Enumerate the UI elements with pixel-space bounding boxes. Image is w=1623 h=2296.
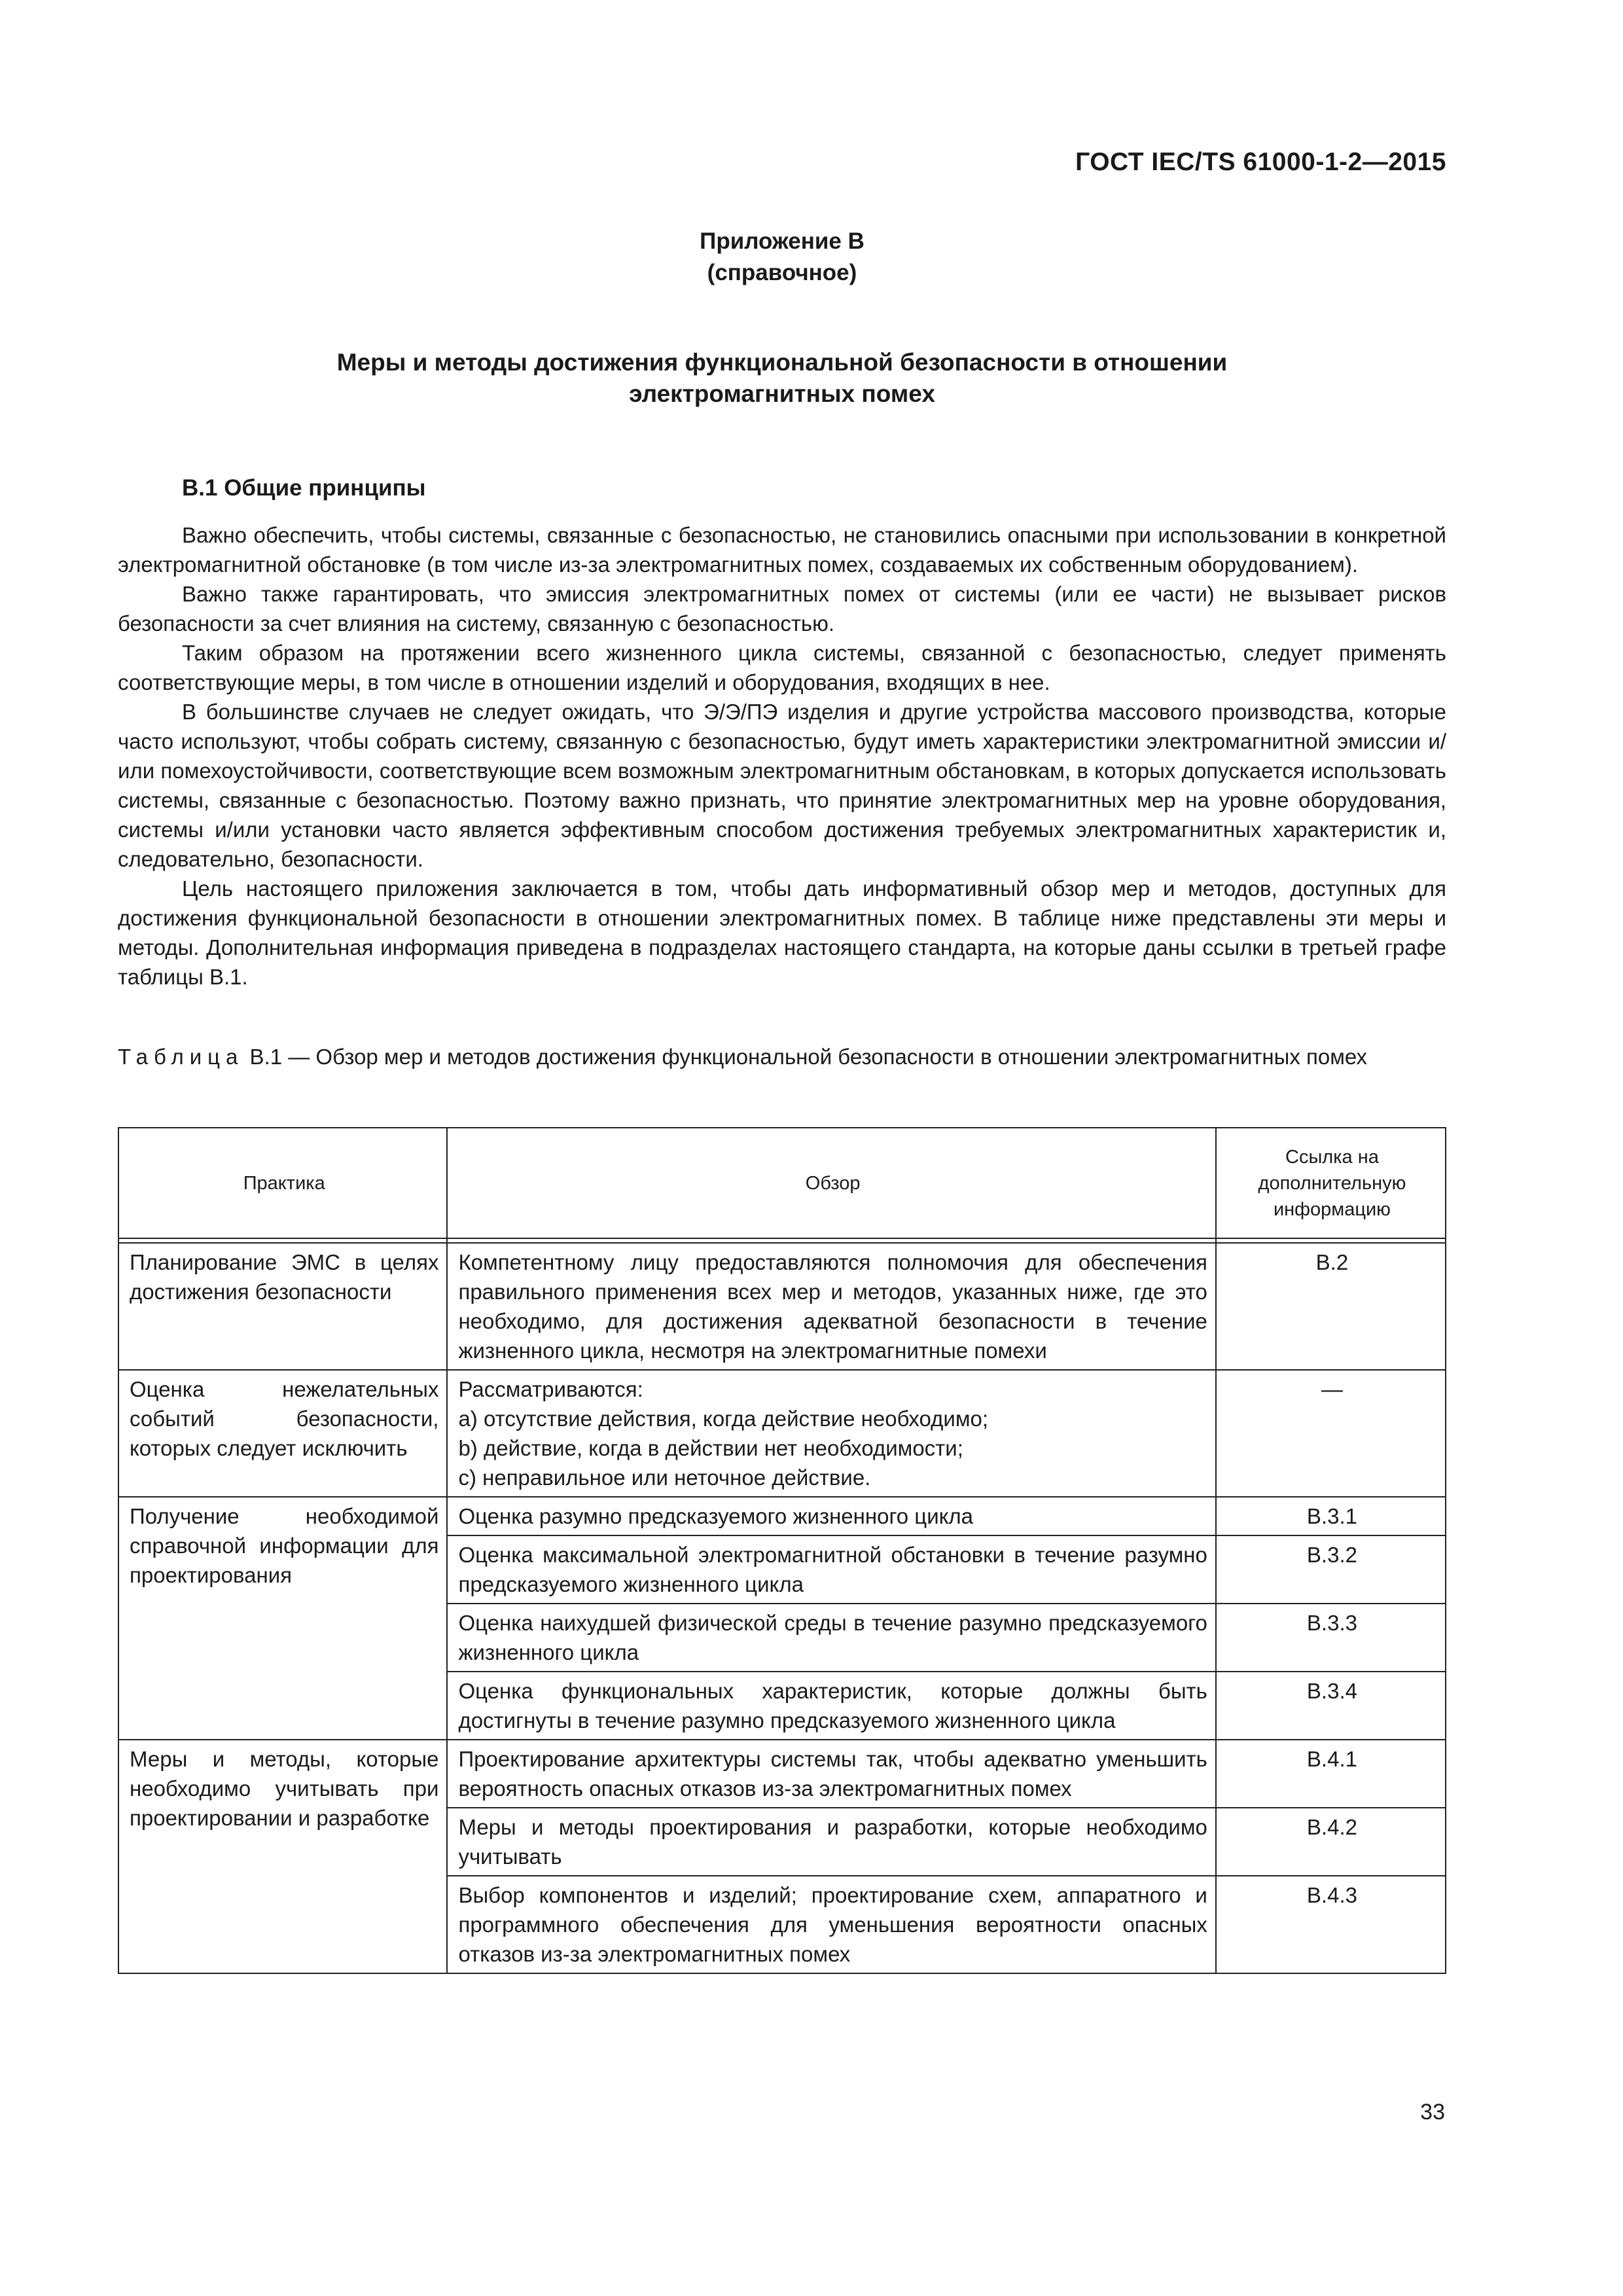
table-header-gap [118, 1238, 1446, 1243]
table-row [118, 1370, 1446, 1497]
table-caption-text: В.1 — Обзор мер и методов достижения функциональной безопасности в отношении электромагнитных помех [243, 1045, 1368, 1069]
paragraph: Важно также гарантировать, что эмиссия электромагнитных помех от системы (или ее части) не вызывает рисков безопасности за счет влияния на систему, связанную с безопасностью. [118, 582, 1446, 636]
cell-overview: Оценка функциональных характеристик, которые должны быть достигнуты в течение разумно предсказуемого жизненного цикла [447, 1672, 1215, 1740]
appendix-label: Приложение В [700, 228, 865, 254]
cell-practice: Оценка нежелательных событий безопасности, которых следует исключить [118, 1370, 447, 1497]
body-text [118, 520, 1446, 992]
cell-practice: Меры и методы, которые необходимо учитывать при проектировании и разработке [118, 1740, 447, 1973]
cell-overview: Оценка разумно предсказуемого жизненного цикла [447, 1497, 1215, 1535]
cell-reference: В.2 [1216, 1243, 1446, 1370]
cell-reference: — [1216, 1370, 1446, 1497]
cell-overview: Выбор компонентов и изделий; проектирование схем, аппаратного и программного обеспечения для уменьшения вероятности опасных отказов из-за электромагнитных помех [447, 1876, 1215, 1973]
cell-reference: В.3.3 [1216, 1604, 1446, 1672]
overview-table [118, 1127, 1446, 1974]
cell-overview: Оценка максимальной электромагнитной обстановки в течение разумно предсказуемого жизненного цикла [447, 1535, 1215, 1604]
cell-reference: В.4.2 [1216, 1808, 1446, 1876]
cell-practice: Планирование ЭМС в целях достижения безопасности [118, 1243, 447, 1370]
page-title [0, 347, 1564, 410]
table-header-overview: Обзор [447, 1128, 1215, 1238]
paragraph: Цель настоящего приложения заключается в том, чтобы дать информативный обзор мер и методов, доступных для достижения функциональной безопасности в отношении электромагнитных помех. В таблице ниже представлены эти меры и методы. Дополнительная информация приведена в подразделах настоящего стандарта, на которые даны ссылки в третьей графе таблицы В.1. [118, 876, 1446, 989]
table-header-row [118, 1128, 1446, 1238]
document-code: ГОСТ IEC/TS 61000-1-2—2015 [1075, 148, 1446, 176]
page-number: 33 [1420, 2100, 1445, 2125]
cell-reference: В.4.1 [1216, 1740, 1446, 1808]
section-heading: В.1 Общие принципы [182, 475, 426, 501]
title-line-1: Меры и методы достижения функциональной безопасности в отношении [336, 349, 1228, 376]
cell-overview: Оценка наихудшей физической среды в течение разумно предсказуемого жизненного цикла [447, 1604, 1215, 1672]
cell-reference: В.4.3 [1216, 1876, 1446, 1973]
cell-reference: В.3.2 [1216, 1535, 1446, 1604]
table-caption-prefix: Таблица [118, 1045, 244, 1069]
appendix-type: (справочное) [707, 260, 857, 285]
appendix-heading [0, 226, 1564, 289]
cell-overview: Рассматриваются: a) отсутствие действия, когда действие необходимо; b) действие, когда в действии нет необходимости; c) неправильное или неточное действие. [447, 1370, 1215, 1497]
cell-reference: В.3.4 [1216, 1672, 1446, 1740]
cell-overview: Проектирование архитектуры системы так, чтобы адекватно уменьшить вероятность опасных отказов из-за электромагнитных помех [447, 1740, 1215, 1808]
table-row [118, 1243, 1446, 1370]
cell-practice: Получение необходимой справочной информации для проектирования [118, 1497, 447, 1740]
cell-overview: Меры и методы проектирования и разработки, которые необходимо учитывать [447, 1808, 1215, 1876]
cell-overview: Компетентному лицу предоставляются полномочия для обеспечения правильного применения всех мер и методов, указанных ниже, где это необходимо, для достижения адекватной безопасности в течение жизненного цикла, несмотря на электромагнитные помехи [447, 1243, 1215, 1370]
title-line-2: электромагнитных помех [629, 380, 935, 407]
table-row [118, 1740, 1446, 1808]
paragraph: Важно обеспечить, чтобы системы, связанные с безопасностью, не становились опасными при использовании в конкретной электромагнитной обстановке (в том числе из-за электромагнитных помех, создаваемых их собственным оборудованием). [118, 523, 1446, 577]
table-caption [118, 1042, 1446, 1071]
table-row [118, 1497, 1446, 1535]
table-header-reference: Ссылка на дополнительную информацию [1216, 1128, 1446, 1238]
paragraph: В большинстве случаев не следует ожидать, что Э/Э/ПЭ изделия и другие устройства массового производства, которые часто используют, чтобы собрать систему, связанную с безопасностью, будут иметь характеристики электромагнитной эмиссии и/или помехоустойчивости, соответствующие всем возможным электромагнитным обстановкам, в которых допускается использовать системы, связанные с безопасностью. Поэтому важно признать, что принятие электромагнитных мер на уровне оборудования, системы и/или установки часто является эффективным способом достижения требуемых электромагнитных характеристик и, следовательно, безопасности. [118, 700, 1446, 871]
table-header-practice: Практика [118, 1128, 447, 1238]
cell-reference: В.3.1 [1216, 1497, 1446, 1535]
paragraph: Таким образом на протяжении всего жизненного цикла системы, связанной с безопасностью, следует применять соответствующие меры, в том числе в отношении изделий и оборудования, входящих в нее. [118, 641, 1446, 694]
